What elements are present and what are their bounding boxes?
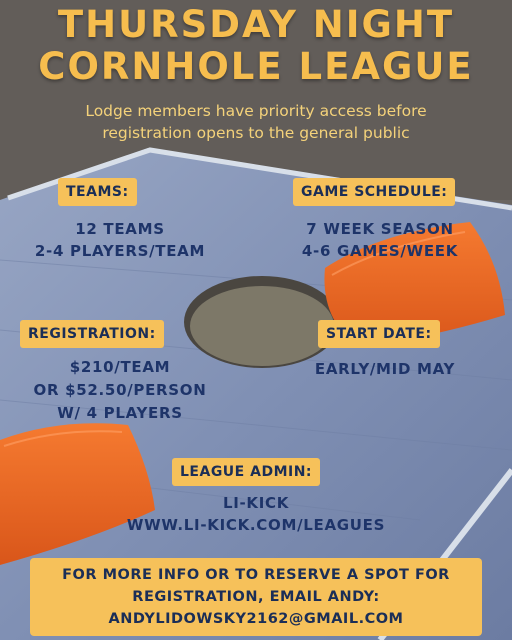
- start-date-label: START DATE:: [318, 320, 440, 348]
- league-admin-label: LEAGUE ADMIN:: [172, 458, 320, 486]
- registration-players-note: W/ 4 PLAYERS: [57, 404, 183, 422]
- title-line-2: CORNHOLE LEAGUE: [38, 45, 474, 88]
- schedule-games: 4-6 GAMES/WEEK: [301, 242, 459, 260]
- registration-label: REGISTRATION:: [20, 320, 164, 348]
- contact-line-2: REGISTRATION, EMAIL ANDY:: [132, 589, 380, 605]
- league-admin-website-link[interactable]: WWW.LI-KICK.COM/LEAGUES: [126, 516, 386, 534]
- contact-info-box: [30, 558, 482, 636]
- teams-players: 2-4 PLAYERS/TEAM: [34, 242, 206, 260]
- contact-email-link[interactable]: ANDYLIDOWSKY2162@GMAIL.COM: [108, 611, 404, 627]
- schedule-label: GAME SCHEDULE:: [293, 178, 455, 206]
- league-admin-name: LI-KICK: [222, 494, 290, 512]
- schedule-season: 7 WEEK SEASON: [306, 220, 454, 238]
- subtitle-line-2: registration opens to the general public: [102, 124, 410, 142]
- subtitle-line-1: Lodge members have priority access before: [85, 102, 427, 120]
- registration-team-price: $210/TEAM: [69, 358, 171, 376]
- contact-line-1: FOR MORE INFO OR TO RESERVE A SPOT FOR: [62, 567, 450, 583]
- start-date-value: EARLY/MID MAY: [314, 360, 456, 378]
- registration-person-price: OR $52.50/PERSON: [33, 381, 207, 399]
- title-line-1: THURSDAY NIGHT: [57, 3, 455, 46]
- teams-label: TEAMS:: [58, 178, 137, 206]
- teams-count: 12 TEAMS: [75, 220, 165, 238]
